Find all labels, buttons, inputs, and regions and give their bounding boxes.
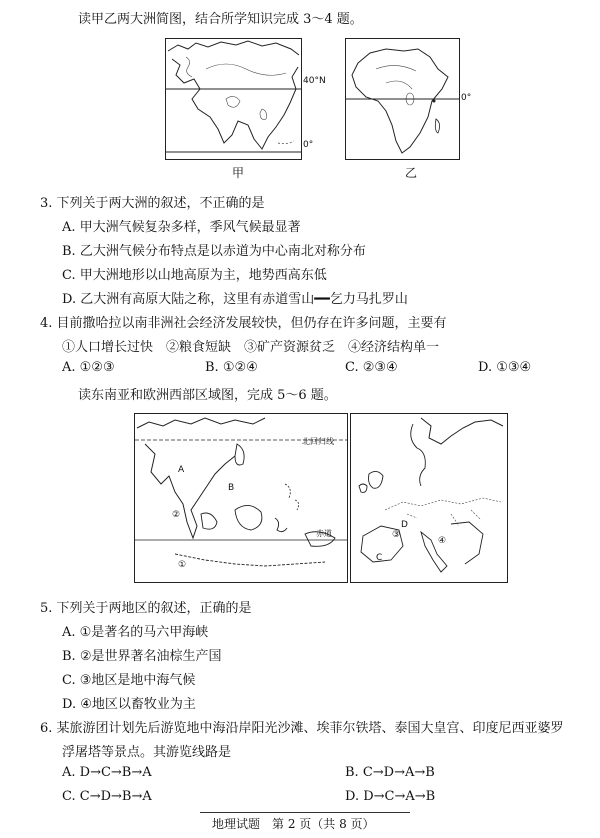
point-a-label: A bbox=[178, 465, 185, 475]
page-footer: 地理试题 第 2 页（共 8 页） bbox=[212, 817, 375, 831]
q3-option-a: A. 甲大洲气候复杂多样，季风气候最显著 bbox=[62, 220, 301, 235]
lat-0-label-jia: 0° bbox=[303, 140, 314, 150]
point-c-label: C bbox=[376, 553, 383, 563]
q5-stem: 5. 下列关于两地区的叙述，正确的是 bbox=[40, 601, 252, 616]
point-2-label: ② bbox=[172, 510, 181, 520]
q6-stem-line1: 6. 某旅游团计划先后游览地中海沿岸阳光沙滩、埃菲尔铁塔、泰国大皇宫、印度尼西亚婆罗 bbox=[40, 721, 564, 736]
point-b-label: B bbox=[228, 483, 235, 493]
africa-outline-icon bbox=[346, 39, 459, 159]
q4-option-c: C. ②③④ bbox=[345, 360, 398, 375]
map-yi-label: 乙 bbox=[405, 166, 418, 180]
q4-option-a: A. ①②③ bbox=[62, 360, 115, 375]
intro-3-4: 读甲乙两大洲简图，结合所学知识完成 3～4 题。 bbox=[78, 12, 363, 27]
point-4-label: ④ bbox=[438, 536, 447, 546]
point-d-label: D bbox=[401, 520, 408, 530]
map-yi-africa bbox=[345, 38, 460, 160]
equator-label: 赤道 bbox=[316, 529, 332, 538]
q3-option-c: C. 甲大洲地形以山地高原为主，地势西高东低 bbox=[62, 268, 327, 283]
intro-5-6: 读东南亚和欧洲西部区域图，完成 5～6 题。 bbox=[78, 388, 337, 403]
map-western-europe bbox=[350, 413, 508, 583]
q6-option-b: B. C→D→A→B bbox=[345, 765, 435, 780]
point-1-label: ① bbox=[178, 560, 187, 570]
q4-stem: 4. 目前撒哈拉以南非洲社会经济发展较快，但仍存在许多问题，主要有 bbox=[40, 316, 447, 331]
q3-stem: 3. 下列关于两大洲的叙述，不正确的是 bbox=[40, 196, 265, 211]
q5-option-b: B. ②是世界著名油棕生产国 bbox=[62, 649, 222, 664]
point-3-label: ③ bbox=[392, 530, 401, 540]
footer-rule bbox=[200, 812, 410, 813]
q3-option-d: D. 乙大洲有高原大陆之称，这里有赤道雪山━━乞力马扎罗山 bbox=[62, 292, 408, 307]
q5-option-d: D. ④地区以畜牧业为主 bbox=[62, 697, 196, 712]
q4-option-d: D. ①③④ bbox=[478, 360, 532, 375]
q6-option-c: C. C→D→B→A bbox=[62, 789, 152, 804]
q4-items: ①人口增长过快 ②粮食短缺 ③矿产资源贫乏 ④经济结构单一 bbox=[62, 340, 440, 355]
tropic-label: 北回归线 bbox=[302, 437, 334, 446]
lat-0-label-yi: 0° bbox=[461, 93, 472, 103]
q6-option-d: D. D→C→A→B bbox=[345, 789, 436, 804]
lat-40n-label: 40°N bbox=[303, 76, 326, 86]
q6-option-a: A. D→C→B→A bbox=[62, 765, 152, 780]
q3-option-b: B. 乙大洲气候分布特点是以赤道为中心南北对称分布 bbox=[62, 244, 366, 259]
q6-stem-line2: 浮屠塔等景点。其游览线路是 bbox=[62, 745, 232, 760]
q4-option-b: B. ①②④ bbox=[205, 360, 258, 375]
asia-outline-icon bbox=[166, 39, 301, 159]
q5-option-c: C. ③地区是地中海气候 bbox=[62, 673, 196, 688]
map-jia-asia bbox=[165, 38, 302, 160]
q5-option-a: A. ①是著名的马六甲海峡 bbox=[62, 625, 209, 640]
map-jia-label: 甲 bbox=[232, 166, 245, 180]
europe-outline-icon bbox=[351, 414, 507, 582]
